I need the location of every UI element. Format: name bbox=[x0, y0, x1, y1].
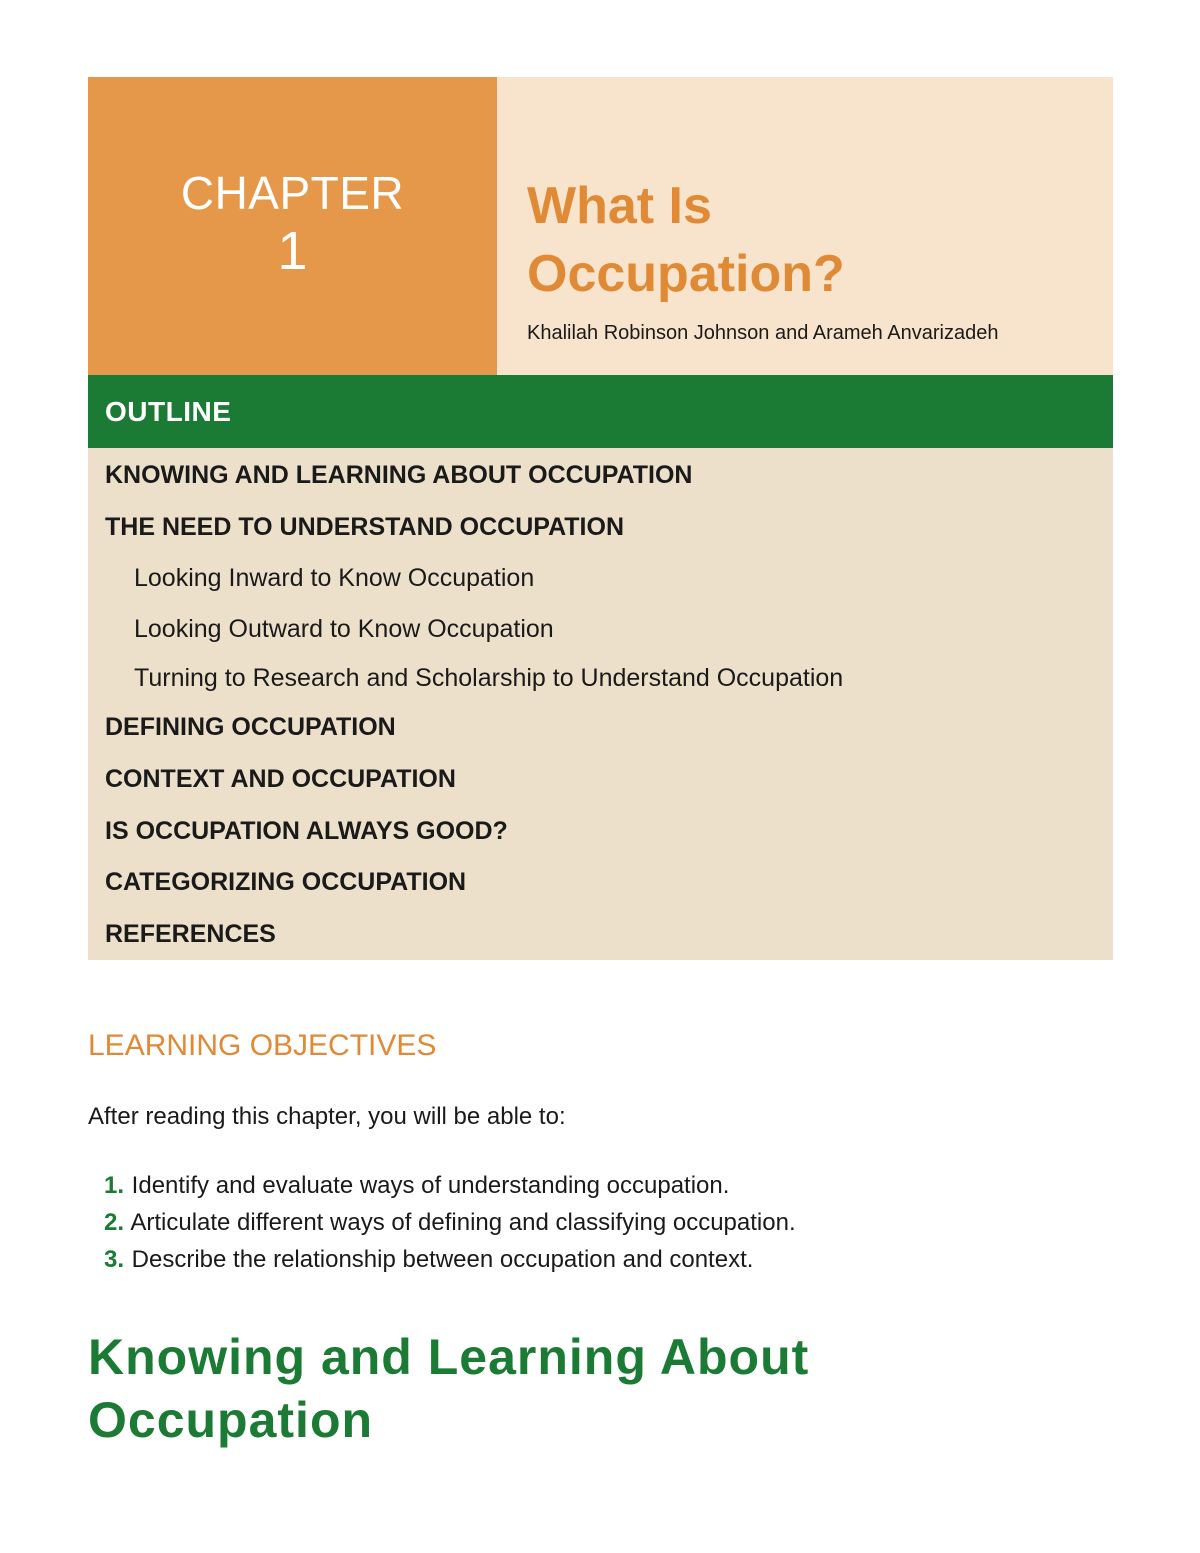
objective-text: Describe the relationship between occupation and context. bbox=[131, 1246, 754, 1273]
chapter-authors: Khalilah Robinson Johnson and Arameh Anvarizadeh bbox=[527, 322, 999, 344]
chapter-number: 1 bbox=[277, 221, 308, 281]
objective-number: 1. bbox=[103, 1172, 124, 1199]
outline-item: IS OCCUPATION ALWAYS GOOD? bbox=[105, 817, 508, 845]
outline-item: KNOWING AND LEARNING ABOUT OCCUPATION bbox=[105, 461, 693, 489]
objective-text: Identify and evaluate ways of understanding occupation. bbox=[131, 1172, 730, 1199]
objective-number: 3. bbox=[103, 1246, 124, 1273]
learning-objective-item bbox=[88, 1204, 796, 1241]
chapter-title-line-1: What Is bbox=[527, 177, 712, 235]
outline-item: THE NEED TO UNDERSTAND OCCUPATION bbox=[105, 513, 624, 541]
outline-heading: OUTLINE bbox=[88, 375, 1113, 448]
learning-objective-item bbox=[88, 1241, 796, 1278]
chapter-header bbox=[88, 77, 1113, 375]
chapter-number-box bbox=[88, 77, 497, 375]
chapter-label: CHAPTER bbox=[180, 167, 405, 219]
learning-objectives-list bbox=[88, 1167, 796, 1278]
outline-subitem: Looking Inward to Know Occupation bbox=[134, 564, 535, 592]
learning-objectives-heading: LEARNING OBJECTIVES bbox=[88, 1029, 437, 1062]
objective-text: Articulate different ways of defining and classifying occupation. bbox=[130, 1209, 796, 1236]
outline-item: CATEGORIZING OCCUPATION bbox=[105, 868, 467, 896]
outline-subitem: Turning to Research and Scholarship to Understand Occupation bbox=[134, 664, 844, 692]
section-heading-line-1: Knowing and Learning About bbox=[88, 1329, 810, 1385]
chapter-title-box bbox=[497, 77, 1113, 375]
outline-subitem: Looking Outward to Know Occupation bbox=[134, 615, 554, 643]
chapter-title-line-2: Occupation? bbox=[527, 245, 845, 303]
section-heading-line-2: Occupation bbox=[88, 1392, 374, 1448]
learning-objectives-intro: After reading this chapter, you will be able to: bbox=[88, 1103, 566, 1130]
outline-item: DEFINING OCCUPATION bbox=[105, 713, 396, 741]
outline-list bbox=[88, 448, 1113, 960]
outline-item: REFERENCES bbox=[105, 920, 276, 948]
outline-item: CONTEXT AND OCCUPATION bbox=[105, 765, 456, 793]
section-heading bbox=[88, 1326, 809, 1452]
objective-number: 2. bbox=[103, 1209, 124, 1236]
chapter-title bbox=[527, 172, 1113, 308]
learning-objective-item bbox=[88, 1167, 796, 1204]
